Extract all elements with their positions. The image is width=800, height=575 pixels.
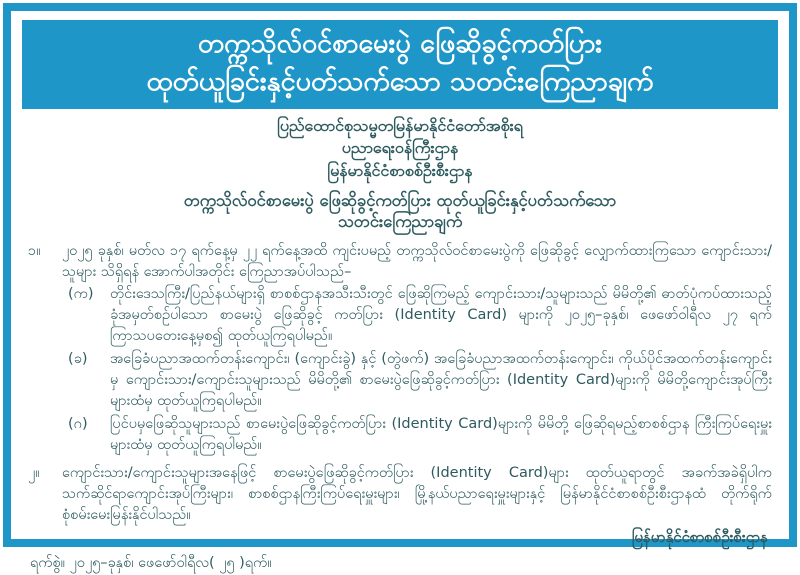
- ministry-name: ပညာရေးဝန်ကြီးဌာန: [341, 138, 459, 158]
- paragraph-1-text: ၂၀၂၅ ခုနှစ်၊ မတ်လ ၁၇ ရက်နေ့မှ ၂၂ ရက်နေ့အထိ ကျင်းပမည့် တက္ကသိုလ်ဝင်စာမေးပွဲကို ဖြေဆိုခွင့် လျှောက်ထားကြသော ကျောင်းသား/သူများ သိရှိရန် အောက်ပါအတိုင်း ကြေညာအပ်ပါသည်–: [62, 242, 772, 280]
- department-name: မြန်မာနိုင်ငံစာစစ်ဦးစီးဌာန: [327, 161, 473, 181]
- paragraph-2-number: ၂။: [28, 465, 40, 482]
- date-line: ရက်စွဲ။ ၂၀၂၅–ခုနှစ်၊ ဖေဖော်ဝါရီလ( ၂၅ )ရက်။: [30, 555, 272, 572]
- paragraph-2: [28, 463, 772, 526]
- document-title-line2: သတင်းကြေညာချက်: [337, 212, 463, 232]
- paragraph-2-text: ကျောင်းသား/ကျောင်းသူများအနေဖြင့် စာမေးပွဲဖြေဆိုခွင့်ကတ်ပြား (Identity Card)များ ထုတ်ယူရာတွင် အခက်အခဲရှိပါက သက်ဆိုင်ရာကျောင်းအုပ်ကြီးများ၊ စာစစ်ဌာနကြီးကြပ်ရေးမှူးများ၊ မြို့နယ်ပညာရေးမှူးများနှင့် မြန်မာနိုင်ငံစာစစ်ဦးစီးဌာနထံ တိုက်ရိုက်စုံစမ်းမေးမြန်းနိုင်ပါသည်။: [62, 465, 772, 524]
- list-item-ka-text: တိုင်းဒေသကြီး/ပြည်နယ်များရှိ စာစစ်ဌာနအသီးသီးတွင် ဖြေဆိုကြမည့် ကျောင်းသား/သူများသည် မိမိတို့၏ ဓာတ်ပုံကပ်ထားသည့် ခုံအမှတ်စဉ်ပါသော စာမေးပွဲ ဖြေဆိုခွင့် ကတ်ပြား (Identity Card) များကို ၂၀၂၅–ခုနှစ်၊ ဖေဖော်ဝါရီလ ၂၇ ရက် ကြာသပတေးနေ့မှစ၍ ထုတ်ယူကြရပါမည်။: [110, 286, 772, 345]
- list-item-ka-label: (က): [68, 286, 94, 303]
- document-title-line1: တက္ကသိုလ်ဝင်စာမေးပွဲ ဖြေဆိုခွင့်ကတ်ပြား ထုတ်ယူခြင်းနှင့်ပတ်သက်သော: [183, 190, 617, 210]
- list-item-ga-label: (ဂ): [68, 415, 88, 432]
- list-item-kha: [68, 349, 772, 412]
- paragraph-1: [28, 241, 772, 283]
- government-name: ပြည်ထောင်စုသမ္မတမြန်မာနိုင်ငံတော်အစိုးရ: [277, 115, 523, 135]
- banner-title-line2: ထုတ်ယူခြင်းနှင့်ပတ်သက်သော သတင်းကြေညာချက်: [146, 66, 654, 98]
- paragraph-1-number: ၁။: [28, 242, 41, 259]
- list-item-ka: [68, 284, 772, 347]
- document-body: [22, 109, 778, 575]
- list-item-kha-text: အခြေခံပညာအထက်တန်းကျောင်း၊ (ကျောင်းခွဲ) နှင့် (တွဲဖက်) အခြေခံပညာအထက်တန်းကျောင်း၊ ကိုယ်ပိုင်အထက်တန်းကျောင်းမှ ကျောင်းသား/ကျောင်းသူများသည် မိမိတို့၏ စာမေးပွဲဖြေဆိုခွင့်ကတ်ပြား (Identity Card)များကို မိမိတို့ကျောင်းအုပ်ကြီးများထံမှ ထုတ်ယူကြရပါမည်။: [110, 351, 772, 409]
- signature-department: မြန်မာနိုင်ငံစာစစ်ဦးစီးဌာန: [631, 528, 768, 547]
- list-item-ga: [68, 414, 772, 456]
- banner-title-line1: တက္ကသိုလ်ဝင်စာမေးပွဲ ဖြေဆိုခွင့်ကတ်ပြား: [197, 28, 603, 59]
- list-item-kha-label: (ခ): [68, 351, 88, 368]
- letterhead: [28, 115, 772, 183]
- list-item-ga-text: ပြင်ပမှဖြေဆိုသူများသည် စာမေးပွဲဖြေဆိုခွင့်ကတ်ပြား (Identity Card)များကို မိမိတို့ ဖြေဆိုရမည့်စာစစ်ဌာန ကြီးကြပ်ရေးမှူးများထံမှ ထုတ်ယူကြရပါမည်။: [110, 415, 772, 453]
- document-title: [28, 190, 772, 233]
- announcement-banner: [22, 20, 778, 109]
- page-border-frame: [3, 3, 797, 572]
